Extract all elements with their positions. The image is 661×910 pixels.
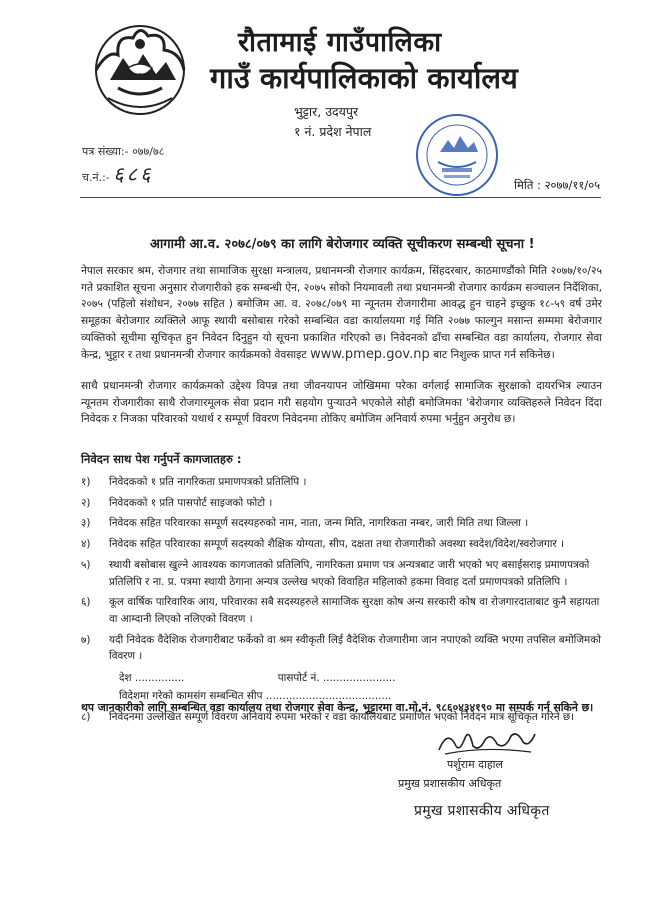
office-stamp-seal — [414, 112, 500, 198]
item-number: ७) — [81, 633, 91, 646]
notice-date: मिति : २०७७/११/०५ — [514, 178, 601, 192]
item-number: ३) — [81, 517, 91, 530]
item-text: निवेदनमा उल्लेखित सम्पूर्ण विवरण अनिवार्य रुपमा भरेको र वडा कार्यालयबाट प्रमाणित भएको निवेदन मात्र सूचिकृत गरिने छ। — [109, 711, 575, 724]
handwritten-signature — [435, 724, 539, 758]
list-item — [81, 474, 601, 491]
item-number: ४) — [81, 538, 91, 551]
passport-field: पासपोर्ट नं. ...................... — [277, 672, 396, 685]
list-item — [81, 632, 601, 665]
list-item — [81, 495, 601, 512]
nepal-emblem-logo — [88, 20, 192, 120]
item-number: १) — [81, 476, 91, 488]
skill-field: विदेशमा गरेको कामसंग सम्बन्धित सीप ...................................... — [119, 690, 392, 703]
signer-title: प्रमुख प्रशासकीय अधिकृत — [398, 777, 502, 790]
dispatch-label: च.नं.:- — [82, 171, 110, 184]
item-number: ८) — [81, 711, 91, 724]
header-divider — [80, 197, 601, 198]
list-item — [81, 515, 601, 532]
item-text: कूल वार्षिक पारिवारिक आय, परिवारका सबै सदस्यहरुले सामाजिक सुरक्षा कोष अन्य सरकारी कोष वा रोजगारदाताबाट कुनै सहायता वा आम्दानी लिएको नलिएको विवरण । — [109, 596, 600, 625]
item-text: यदी निवेदक वैदेशिक रोजगारीबाट फर्केको वा श्रम स्वीकृती लिई वैदेशिक रोजगारीमा जान नपाएको व्यक्ति भएमा तपसिल बमोजिमको विवरण । — [109, 633, 601, 663]
item-number: ६) — [81, 596, 91, 609]
office-name: रौतामाई गाउँपालिका — [238, 27, 442, 58]
item-number: २) — [81, 496, 91, 509]
list-item — [81, 557, 601, 590]
item-text: स्थायी बसोबास खुल्ने आवश्यक कागजातको प्रतिलिपि, नागरिकता प्रमाण पत्र अन्यत्रबाट जारी भएको भए बसाईसराइ प्रमाणपत्रको प्रतिलिपि र ना. प्र. पत्रमा स्थायी ठेगाना अन्यत्र उल्लेख भएको विवाहित महिलाको हकमा विवाह दर्ता प्रमाणपत्रको प्रतिलिपि । — [109, 558, 590, 588]
website-link[interactable]: www.pmep.gov.np — [310, 346, 430, 362]
item-number: ५) — [81, 558, 91, 571]
notice-paragraph-2: साथै प्रधानमन्त्री रोजगार कार्यक्रमको उद्देश्य विपन्न तथा जीवनयापन जोखिममा परेका वर्गलाई सामाजिक सुरक्षाको दायरभित्र ल्याउन न्यूनतम रोजगारीका साथै रोजगारमूलक सेवा प्रदान गरी सहयोग पुऱ्याउने भएकोले सोही बमोजिमका 'बेरोजगार व्यक्तिहरुले निवेदन दिंदा निवेदक र निजका परिवारको यथार्थ र सम्पूर्ण विवरण निवेदनमा तोकिए बमोजिम अनिवार्य रुपमा भर्नुहुन अनुरोध छ। — [81, 380, 602, 426]
item-text: निवेदकको १ प्रति नागरिकता प्रमाणपत्रको प्रतिलिपि । — [109, 476, 307, 488]
designation-stamp: प्रमुख प्रशासकीय अधिकृत — [414, 803, 550, 819]
item-text: निवेदक सहित परिवारका सम्पूर्ण सदस्यको शैक्षिक योग्यता, सीप, दक्षता तथा रोजगारीको अवस्था स्वदेश/विदेश/स्वरोजगार । — [109, 538, 564, 551]
item-text: निवेदक सहित परिवारका सम्पूर्ण सदस्यहरुको नाम, नाता, जन्म मिति, नागरिकता नम्बर, जारी मिति तथा जिल्ला । — [109, 517, 529, 530]
list-item — [81, 594, 601, 627]
documents-list — [81, 474, 601, 730]
office-subtitle: गाउँ कार्यपालिकाको कार्यालय — [210, 61, 518, 95]
office-address: भुट्टार, उदयपुर — [294, 104, 359, 119]
dispatch-number — [82, 160, 153, 187]
signer-name: पर्शुराम दाहाल — [447, 758, 503, 771]
item-text: निवेदकको १ प्रति पासपोर्ट साइजको फोटो । — [109, 496, 273, 509]
reference-number: पत्र संख्या:- ०७७/७८ — [82, 145, 165, 158]
documents-heading: निवेदन साथ पेश गर्नुपर्ने कागजातहरु : — [81, 452, 242, 466]
country-field: देश ............... — [119, 672, 185, 685]
dispatch-value: ६८६ — [113, 162, 154, 186]
paragraph-1-text: नेपाल सरकार श्रम, रोजगार तथा सामाजिक सुरक्षा मन्त्रालय, प्रधानमन्त्री रोजगार कार्यक्रम, सिंहदरबार, काठमाण्डौंको मिति २०७७/१०/२५ गते प्रकाशित सूचना अनुसार रोजगारीको हक सम्बन्धी ऐन, २०७५ सोको नियमावली तथा प्रधानमन्त्री रोजगार कार्यक्रम सञ्चालन निर्देशिका, २०७५ (पहिलो संशोधन, २०७७ सहित ) बमोजिम आ. व. २०७८/०७९ मा न्यूनतम रोजगारीमा आवद्ध हुन चाहने इच्छुक १८-५९ वर्ष उमेर समूहका बेरोजगार व्यक्तिले आफू स्थायी बसोबास गरेको सम्बन्धित वडा कार्यालयमा गई मिति २०७७ फाल्गुन मसान्त सम्ममा बेरोजगार व्यक्तिको सूचीमा सूचिकृत हुन निवेदन दिनुहुन यो सूचना प्रकाशित गरिएको छ। निवेदनको ढाँचा सम्बन्धित वडा कार्यालय, रोजगार सेवा केन्द्र, भुट्टार र तथा प्रधानमन्त्री रोजगार कार्यक्रमको वेवसाइट — [81, 265, 602, 361]
notice-title: आगामी आ.व. २०७८/०७९ का लागि बेरोजगार व्यक्ति सूचीकरण सम्बन्धी सूचना ! — [150, 237, 535, 252]
contact-info: थप जानकारीको लागि सम्बन्धित वडा कार्यालय तथा रोजगार सेवा केन्द्र, भुट्टारमा वा.मो.नं. ९८६०४३४१९० मा सम्पर्क गर्न सकिने छ। — [81, 701, 594, 714]
office-province: १ नं. प्रदेश नेपाल — [294, 124, 372, 139]
notice-paragraph-1 — [81, 263, 602, 363]
list-item — [81, 536, 601, 553]
paragraph-1-end: बाट निशुल्क प्राप्त गर्न सकिनेछ। — [429, 348, 555, 361]
